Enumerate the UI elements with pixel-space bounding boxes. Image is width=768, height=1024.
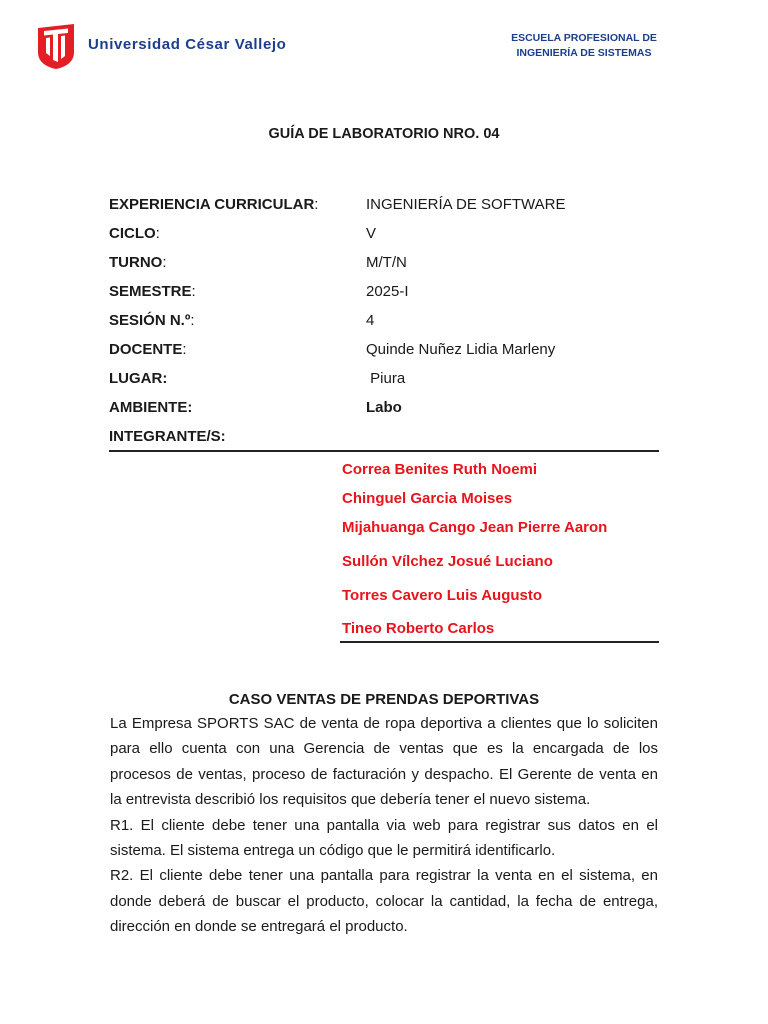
requirement-line: dirección en donde se entregará el producto.: [110, 918, 408, 936]
university-name: Universidad César Vallejo: [88, 36, 287, 53]
divider-bottom: [340, 641, 659, 643]
paragraph-line: la entrevista describió los requisitos que debería tener el nuevo sistema.: [110, 791, 591, 809]
member-name: Chinguel Garcia Moises: [342, 490, 513, 507]
member-name: Mijahuanga Cango Jean Pierre Aaron: [342, 519, 608, 536]
info-label: CICLO: [109, 225, 156, 242]
paragraph-line: procesos de ventas, proceso de facturación y despacho. El Gerente de venta en: [110, 765, 658, 783]
info-label: SESIÓN N.º: [109, 312, 191, 329]
info-label: AMBIENTE:: [109, 399, 193, 416]
info-value: INGENIERÍA DE SOFTWARE: [366, 196, 566, 213]
info-value: 4: [366, 312, 375, 329]
requirement-line: donde deberá de buscar el producto, colocar la cantidad, la fecha de entrega,: [110, 892, 658, 910]
info-value: Quinde Nuñez Lidia Marleny: [366, 341, 556, 358]
divider-top: [109, 450, 659, 452]
info-value: Labo: [366, 399, 402, 416]
requirement-line: R1. El cliente debe tener una pantalla via web para registrar sus datos en el: [110, 816, 658, 834]
info-label: LUGAR:: [109, 370, 168, 387]
paragraph-line: para ello cuenta con una Gerencia de ventas que es la encargada de los: [110, 740, 658, 758]
requirement-line: sistema. El sistema entrega un código que le permitirá identificarlo.: [110, 842, 556, 860]
school-name: [484, 31, 684, 61]
info-label: SEMESTRE: [109, 283, 192, 300]
member-name: Sullón Vílchez Josué Luciano: [342, 553, 553, 570]
info-label: EXPERIENCIA CURRICULAR: [109, 196, 315, 213]
info-value: M/T/N: [366, 254, 407, 271]
school-line-1: ESCUELA PROFESIONAL DE: [511, 32, 657, 44]
case-title: CASO VENTAS DE PRENDAS DEPORTIVAS: [228, 691, 540, 708]
member-name: Torres Cavero Luis Augusto: [342, 587, 543, 604]
info-value: 2025-I: [366, 283, 409, 300]
case-intro-paragraph: [110, 711, 658, 940]
info-label: INTEGRANTE/S:: [109, 428, 226, 445]
university-logo: [36, 22, 78, 70]
document-title: GUÍA DE LABORATORIO NRO. 04: [268, 126, 500, 142]
member-name: Correa Benites Ruth Noemi: [342, 461, 538, 478]
requirement-line: R2. El cliente debe tener una pantalla para registrar la venta en el sistema, en: [110, 867, 658, 885]
info-label: TURNO: [109, 254, 163, 271]
info-value: V: [366, 225, 377, 242]
member-name: Tineo Roberto Carlos: [342, 620, 495, 637]
school-line-2: INGENIERÍA DE SISTEMAS: [516, 47, 652, 59]
info-value: Piura: [366, 370, 406, 387]
info-label: DOCENTE: [109, 341, 183, 358]
paragraph-line: La Empresa SPORTS SAC de venta de ropa deportiva a clientes que lo soliciten: [110, 715, 658, 732]
